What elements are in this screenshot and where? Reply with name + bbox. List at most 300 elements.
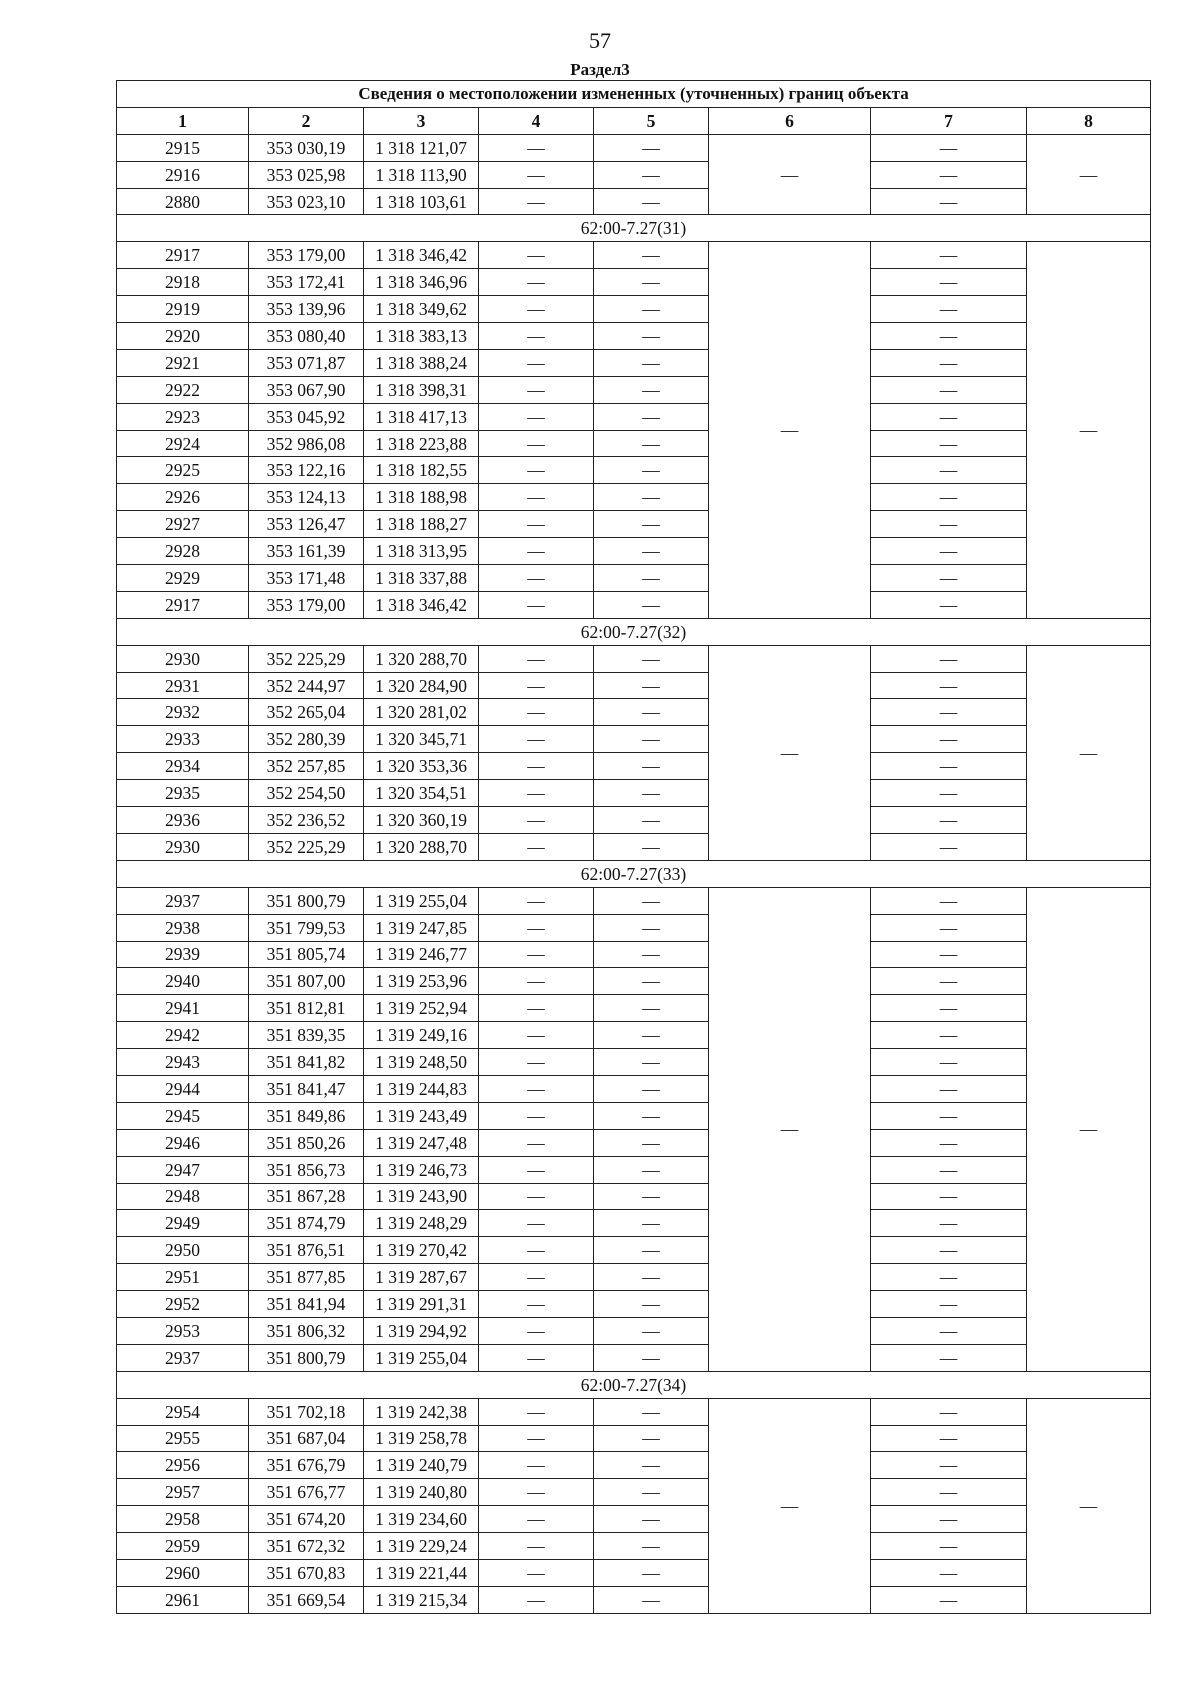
- x-coordinate-cell: 353 124,13: [249, 484, 364, 511]
- col5-cell: —: [594, 1183, 709, 1210]
- y-coordinate-cell: 1 319 242,38: [364, 1398, 479, 1425]
- x-coordinate-cell: 351 669,54: [249, 1586, 364, 1613]
- table-row: [117, 1479, 1151, 1506]
- point-number-cell: 2927: [117, 511, 249, 538]
- col5-cell: —: [594, 995, 709, 1022]
- x-coordinate-cell: 351 800,79: [249, 887, 364, 914]
- y-coordinate-cell: 1 319 215,34: [364, 1586, 479, 1613]
- col4-cell: —: [479, 887, 594, 914]
- col7-cell: —: [871, 349, 1027, 376]
- table-row: [117, 780, 1151, 807]
- point-number-cell: 2958: [117, 1506, 249, 1533]
- table-row: [117, 753, 1151, 780]
- coordinates-table: [116, 80, 1151, 1614]
- y-coordinate-cell: 1 319 255,04: [364, 1344, 479, 1371]
- col4-cell: —: [479, 1506, 594, 1533]
- col5-cell: —: [594, 1237, 709, 1264]
- y-coordinate-cell: 1 318 346,96: [364, 269, 479, 296]
- y-coordinate-cell: 1 318 103,61: [364, 188, 479, 215]
- col7-cell: —: [871, 484, 1027, 511]
- col7-cell: —: [871, 161, 1027, 188]
- x-coordinate-cell: 351 841,82: [249, 1049, 364, 1076]
- col4-cell: —: [479, 1156, 594, 1183]
- point-number-cell: 2939: [117, 941, 249, 968]
- col4-cell: —: [479, 1022, 594, 1049]
- col5-cell: —: [594, 1049, 709, 1076]
- x-coordinate-cell: 353 030,19: [249, 134, 364, 161]
- point-number-cell: 2957: [117, 1479, 249, 1506]
- x-coordinate-cell: 353 126,47: [249, 511, 364, 538]
- y-coordinate-cell: 1 320 284,90: [364, 672, 479, 699]
- col7-cell: —: [871, 457, 1027, 484]
- col8-merged-cell: —: [1027, 1398, 1151, 1613]
- col7-cell: —: [871, 1264, 1027, 1291]
- y-coordinate-cell: 1 319 240,79: [364, 1452, 479, 1479]
- table-row: [117, 1210, 1151, 1237]
- point-number-cell: 2951: [117, 1264, 249, 1291]
- table-row: [117, 1022, 1151, 1049]
- y-coordinate-cell: 1 318 337,88: [364, 565, 479, 592]
- col7-cell: —: [871, 1156, 1027, 1183]
- col8-merged-cell: —: [1027, 645, 1151, 860]
- x-coordinate-cell: 351 877,85: [249, 1264, 364, 1291]
- point-number-cell: 2924: [117, 430, 249, 457]
- x-coordinate-cell: 351 805,74: [249, 941, 364, 968]
- col7-cell: —: [871, 1398, 1027, 1425]
- column-header-row: [117, 107, 1151, 134]
- col4-cell: —: [479, 995, 594, 1022]
- col5-cell: —: [594, 726, 709, 753]
- col7-cell: —: [871, 726, 1027, 753]
- col5-cell: —: [594, 1156, 709, 1183]
- col8-merged-cell: —: [1027, 242, 1151, 618]
- col4-cell: —: [479, 296, 594, 323]
- col4-cell: —: [479, 1183, 594, 1210]
- table-row: [117, 995, 1151, 1022]
- y-coordinate-cell: 1 319 234,60: [364, 1506, 479, 1533]
- col7-cell: —: [871, 1129, 1027, 1156]
- table-caption-row: [117, 81, 1151, 108]
- x-coordinate-cell: 353 023,10: [249, 188, 364, 215]
- x-coordinate-cell: 353 080,40: [249, 323, 364, 350]
- col4-cell: —: [479, 565, 594, 592]
- col5-cell: —: [594, 376, 709, 403]
- x-coordinate-cell: 351 874,79: [249, 1210, 364, 1237]
- col4-cell: —: [479, 376, 594, 403]
- y-coordinate-cell: 1 319 246,77: [364, 941, 479, 968]
- point-number-cell: 2943: [117, 1049, 249, 1076]
- col5-cell: —: [594, 887, 709, 914]
- point-number-cell: 2947: [117, 1156, 249, 1183]
- point-number-cell: 2928: [117, 538, 249, 565]
- col8-merged-cell: —: [1027, 887, 1151, 1371]
- col4-cell: —: [479, 645, 594, 672]
- col5-cell: —: [594, 1506, 709, 1533]
- col7-cell: —: [871, 538, 1027, 565]
- col5-cell: —: [594, 1479, 709, 1506]
- point-number-cell: 2945: [117, 1102, 249, 1129]
- table-body: [117, 134, 1151, 1613]
- table-row: [117, 1156, 1151, 1183]
- y-coordinate-cell: 1 319 270,42: [364, 1237, 479, 1264]
- y-coordinate-cell: 1 318 188,98: [364, 484, 479, 511]
- table-row: [117, 1425, 1151, 1452]
- table-row: [117, 1398, 1151, 1425]
- col5-cell: —: [594, 1264, 709, 1291]
- table-row: [117, 833, 1151, 860]
- col7-cell: —: [871, 1210, 1027, 1237]
- col6-merged-cell: —: [709, 1398, 871, 1613]
- col4-cell: —: [479, 753, 594, 780]
- point-number-cell: 2959: [117, 1533, 249, 1560]
- col5-cell: —: [594, 242, 709, 269]
- point-number-cell: 2936: [117, 807, 249, 834]
- col7-cell: —: [871, 1506, 1027, 1533]
- col5-cell: —: [594, 323, 709, 350]
- point-number-cell: 2935: [117, 780, 249, 807]
- y-coordinate-cell: 1 319 253,96: [364, 968, 479, 995]
- x-coordinate-cell: 351 856,73: [249, 1156, 364, 1183]
- col4-cell: —: [479, 726, 594, 753]
- x-coordinate-cell: 352 225,29: [249, 645, 364, 672]
- table-row: [117, 914, 1151, 941]
- col7-cell: —: [871, 1559, 1027, 1586]
- col4-cell: —: [479, 430, 594, 457]
- table-row: [117, 1533, 1151, 1560]
- y-coordinate-cell: 1 318 398,31: [364, 376, 479, 403]
- col7-cell: —: [871, 1317, 1027, 1344]
- col4-cell: —: [479, 188, 594, 215]
- col7-cell: —: [871, 403, 1027, 430]
- group-header-row: [117, 215, 1151, 242]
- col5-cell: —: [594, 403, 709, 430]
- col7-cell: —: [871, 430, 1027, 457]
- y-coordinate-cell: 1 318 223,88: [364, 430, 479, 457]
- col6-merged-cell: —: [709, 645, 871, 860]
- table-row: [117, 1075, 1151, 1102]
- x-coordinate-cell: 352 265,04: [249, 699, 364, 726]
- column-header: 1: [117, 107, 249, 134]
- y-coordinate-cell: 1 319 249,16: [364, 1022, 479, 1049]
- x-coordinate-cell: 353 045,92: [249, 403, 364, 430]
- col8-merged-cell: —: [1027, 134, 1151, 215]
- point-number-cell: 2915: [117, 134, 249, 161]
- y-coordinate-cell: 1 319 246,73: [364, 1156, 479, 1183]
- col7-cell: —: [871, 565, 1027, 592]
- point-number-cell: 2923: [117, 403, 249, 430]
- x-coordinate-cell: 351 807,00: [249, 968, 364, 995]
- table-row: [117, 1559, 1151, 1586]
- x-coordinate-cell: 351 799,53: [249, 914, 364, 941]
- col4-cell: —: [479, 914, 594, 941]
- point-number-cell: 2931: [117, 672, 249, 699]
- col5-cell: —: [594, 1291, 709, 1318]
- table-row: [117, 699, 1151, 726]
- x-coordinate-cell: 352 254,50: [249, 780, 364, 807]
- group-label: 62:00-7.27(34): [117, 1371, 1151, 1398]
- x-coordinate-cell: 353 071,87: [249, 349, 364, 376]
- col5-cell: —: [594, 807, 709, 834]
- col5-cell: —: [594, 1075, 709, 1102]
- y-coordinate-cell: 1 320 354,51: [364, 780, 479, 807]
- col5-cell: —: [594, 161, 709, 188]
- col7-cell: —: [871, 780, 1027, 807]
- y-coordinate-cell: 1 319 255,04: [364, 887, 479, 914]
- col4-cell: —: [479, 807, 594, 834]
- table-row: [117, 403, 1151, 430]
- x-coordinate-cell: 353 171,48: [249, 565, 364, 592]
- x-coordinate-cell: 351 867,28: [249, 1183, 364, 1210]
- point-number-cell: 2930: [117, 833, 249, 860]
- col4-cell: —: [479, 161, 594, 188]
- table-row: [117, 1291, 1151, 1318]
- col7-cell: —: [871, 242, 1027, 269]
- col4-cell: —: [479, 1102, 594, 1129]
- col5-cell: —: [594, 1559, 709, 1586]
- x-coordinate-cell: 353 122,16: [249, 457, 364, 484]
- y-coordinate-cell: 1 319 247,48: [364, 1129, 479, 1156]
- table-row: [117, 1102, 1151, 1129]
- y-coordinate-cell: 1 319 244,83: [364, 1075, 479, 1102]
- column-header: 3: [364, 107, 479, 134]
- x-coordinate-cell: 351 674,20: [249, 1506, 364, 1533]
- col4-cell: —: [479, 349, 594, 376]
- col5-cell: —: [594, 672, 709, 699]
- table-row: [117, 242, 1151, 269]
- column-header: 4: [479, 107, 594, 134]
- point-number-cell: 2952: [117, 1291, 249, 1318]
- point-number-cell: 2917: [117, 242, 249, 269]
- point-number-cell: 2953: [117, 1317, 249, 1344]
- col5-cell: —: [594, 269, 709, 296]
- col7-cell: —: [871, 296, 1027, 323]
- col4-cell: —: [479, 1264, 594, 1291]
- y-coordinate-cell: 1 319 252,94: [364, 995, 479, 1022]
- y-coordinate-cell: 1 319 247,85: [364, 914, 479, 941]
- group-label: 62:00-7.27(32): [117, 618, 1151, 645]
- column-header: 5: [594, 107, 709, 134]
- table-row: [117, 1237, 1151, 1264]
- col5-cell: —: [594, 538, 709, 565]
- x-coordinate-cell: 351 839,35: [249, 1022, 364, 1049]
- y-coordinate-cell: 1 319 248,50: [364, 1049, 479, 1076]
- col4-cell: —: [479, 591, 594, 618]
- point-number-cell: 2946: [117, 1129, 249, 1156]
- col4-cell: —: [479, 1452, 594, 1479]
- point-number-cell: 2937: [117, 1344, 249, 1371]
- col7-cell: —: [871, 188, 1027, 215]
- table-row: [117, 1317, 1151, 1344]
- table-row: [117, 645, 1151, 672]
- col4-cell: —: [479, 269, 594, 296]
- table-row: [117, 1183, 1151, 1210]
- col4-cell: —: [479, 1049, 594, 1076]
- col4-cell: —: [479, 323, 594, 350]
- col4-cell: —: [479, 1398, 594, 1425]
- point-number-cell: 2917: [117, 591, 249, 618]
- y-coordinate-cell: 1 320 353,36: [364, 753, 479, 780]
- col4-cell: —: [479, 1533, 594, 1560]
- col5-cell: —: [594, 699, 709, 726]
- col5-cell: —: [594, 484, 709, 511]
- point-number-cell: 2880: [117, 188, 249, 215]
- col7-cell: —: [871, 807, 1027, 834]
- x-coordinate-cell: 351 676,77: [249, 1479, 364, 1506]
- y-coordinate-cell: 1 319 221,44: [364, 1559, 479, 1586]
- point-number-cell: 2916: [117, 161, 249, 188]
- col5-cell: —: [594, 1102, 709, 1129]
- col6-merged-cell: —: [709, 134, 871, 215]
- col7-cell: —: [871, 1344, 1027, 1371]
- col7-cell: —: [871, 376, 1027, 403]
- x-coordinate-cell: 351 672,32: [249, 1533, 364, 1560]
- x-coordinate-cell: 352 244,97: [249, 672, 364, 699]
- table-row: [117, 672, 1151, 699]
- point-number-cell: 2933: [117, 726, 249, 753]
- col5-cell: —: [594, 968, 709, 995]
- col5-cell: —: [594, 1022, 709, 1049]
- group-label: 62:00-7.27(33): [117, 860, 1151, 887]
- y-coordinate-cell: 1 320 345,71: [364, 726, 479, 753]
- col5-cell: —: [594, 511, 709, 538]
- y-coordinate-cell: 1 318 182,55: [364, 457, 479, 484]
- col7-cell: —: [871, 1022, 1027, 1049]
- col4-cell: —: [479, 242, 594, 269]
- point-number-cell: 2919: [117, 296, 249, 323]
- col5-cell: —: [594, 833, 709, 860]
- point-number-cell: 2961: [117, 1586, 249, 1613]
- col5-cell: —: [594, 1425, 709, 1452]
- x-coordinate-cell: 353 067,90: [249, 376, 364, 403]
- table-row: [117, 134, 1151, 161]
- col4-cell: —: [479, 1425, 594, 1452]
- point-number-cell: 2941: [117, 995, 249, 1022]
- x-coordinate-cell: 351 800,79: [249, 1344, 364, 1371]
- table-row: [117, 1586, 1151, 1613]
- x-coordinate-cell: 352 280,39: [249, 726, 364, 753]
- col4-cell: —: [479, 1210, 594, 1237]
- col5-cell: —: [594, 1210, 709, 1237]
- col7-cell: —: [871, 1075, 1027, 1102]
- col7-cell: —: [871, 1533, 1027, 1560]
- col4-cell: —: [479, 699, 594, 726]
- table-row: [117, 323, 1151, 350]
- col5-cell: —: [594, 1452, 709, 1479]
- y-coordinate-cell: 1 318 349,62: [364, 296, 479, 323]
- col4-cell: —: [479, 1237, 594, 1264]
- col5-cell: —: [594, 349, 709, 376]
- point-number-cell: 2942: [117, 1022, 249, 1049]
- y-coordinate-cell: 1 318 346,42: [364, 242, 479, 269]
- col7-cell: —: [871, 1586, 1027, 1613]
- x-coordinate-cell: 351 812,81: [249, 995, 364, 1022]
- col5-cell: —: [594, 1129, 709, 1156]
- table-row: [117, 1049, 1151, 1076]
- col7-cell: —: [871, 833, 1027, 860]
- table-row: [117, 296, 1151, 323]
- y-coordinate-cell: 1 319 243,90: [364, 1183, 479, 1210]
- y-coordinate-cell: 1 318 388,24: [364, 349, 479, 376]
- x-coordinate-cell: 353 179,00: [249, 591, 364, 618]
- y-coordinate-cell: 1 318 346,42: [364, 591, 479, 618]
- x-coordinate-cell: 351 876,51: [249, 1237, 364, 1264]
- col4-cell: —: [479, 780, 594, 807]
- col7-cell: —: [871, 1183, 1027, 1210]
- col7-cell: —: [871, 1237, 1027, 1264]
- table-row: [117, 941, 1151, 968]
- y-coordinate-cell: 1 319 287,67: [364, 1264, 479, 1291]
- column-header: 7: [871, 107, 1027, 134]
- col5-cell: —: [594, 134, 709, 161]
- x-coordinate-cell: 351 702,18: [249, 1398, 364, 1425]
- col4-cell: —: [479, 484, 594, 511]
- y-coordinate-cell: 1 319 229,24: [364, 1533, 479, 1560]
- y-coordinate-cell: 1 320 288,70: [364, 645, 479, 672]
- col5-cell: —: [594, 1398, 709, 1425]
- group-header-row: [117, 1371, 1151, 1398]
- point-number-cell: 2955: [117, 1425, 249, 1452]
- x-coordinate-cell: 351 670,83: [249, 1559, 364, 1586]
- x-coordinate-cell: 351 850,26: [249, 1129, 364, 1156]
- y-coordinate-cell: 1 319 294,92: [364, 1317, 479, 1344]
- col5-cell: —: [594, 914, 709, 941]
- col7-cell: —: [871, 645, 1027, 672]
- col7-cell: —: [871, 1291, 1027, 1318]
- col4-cell: —: [479, 1317, 594, 1344]
- x-coordinate-cell: 351 841,47: [249, 1075, 364, 1102]
- col5-cell: —: [594, 296, 709, 323]
- point-number-cell: 2932: [117, 699, 249, 726]
- y-coordinate-cell: 1 318 383,13: [364, 323, 479, 350]
- point-number-cell: 2950: [117, 1237, 249, 1264]
- point-number-cell: 2960: [117, 1559, 249, 1586]
- table-row: [117, 591, 1151, 618]
- table-row: [117, 807, 1151, 834]
- x-coordinate-cell: 351 687,04: [249, 1425, 364, 1452]
- x-coordinate-cell: 351 841,94: [249, 1291, 364, 1318]
- col4-cell: —: [479, 511, 594, 538]
- col4-cell: —: [479, 1291, 594, 1318]
- col7-cell: —: [871, 269, 1027, 296]
- y-coordinate-cell: 1 320 360,19: [364, 807, 479, 834]
- point-number-cell: 2956: [117, 1452, 249, 1479]
- group-label: 62:00-7.27(31): [117, 215, 1151, 242]
- point-number-cell: 2948: [117, 1183, 249, 1210]
- y-coordinate-cell: 1 319 243,49: [364, 1102, 479, 1129]
- col7-cell: —: [871, 591, 1027, 618]
- col6-merged-cell: —: [709, 242, 871, 618]
- x-coordinate-cell: 353 025,98: [249, 161, 364, 188]
- y-coordinate-cell: 1 318 188,27: [364, 511, 479, 538]
- col5-cell: —: [594, 1586, 709, 1613]
- table-row: [117, 511, 1151, 538]
- point-number-cell: 2922: [117, 376, 249, 403]
- x-coordinate-cell: 352 257,85: [249, 753, 364, 780]
- page-number: 57: [589, 28, 611, 53]
- col5-cell: —: [594, 1533, 709, 1560]
- col7-cell: —: [871, 1102, 1027, 1129]
- y-coordinate-cell: 1 319 248,29: [364, 1210, 479, 1237]
- point-number-cell: 2954: [117, 1398, 249, 1425]
- table-row: [117, 968, 1151, 995]
- table-row: [117, 1129, 1151, 1156]
- group-header-row: [117, 860, 1151, 887]
- table-row: [117, 1344, 1151, 1371]
- col7-cell: —: [871, 914, 1027, 941]
- y-coordinate-cell: 1 319 291,31: [364, 1291, 479, 1318]
- col7-cell: —: [871, 511, 1027, 538]
- table-row: [117, 726, 1151, 753]
